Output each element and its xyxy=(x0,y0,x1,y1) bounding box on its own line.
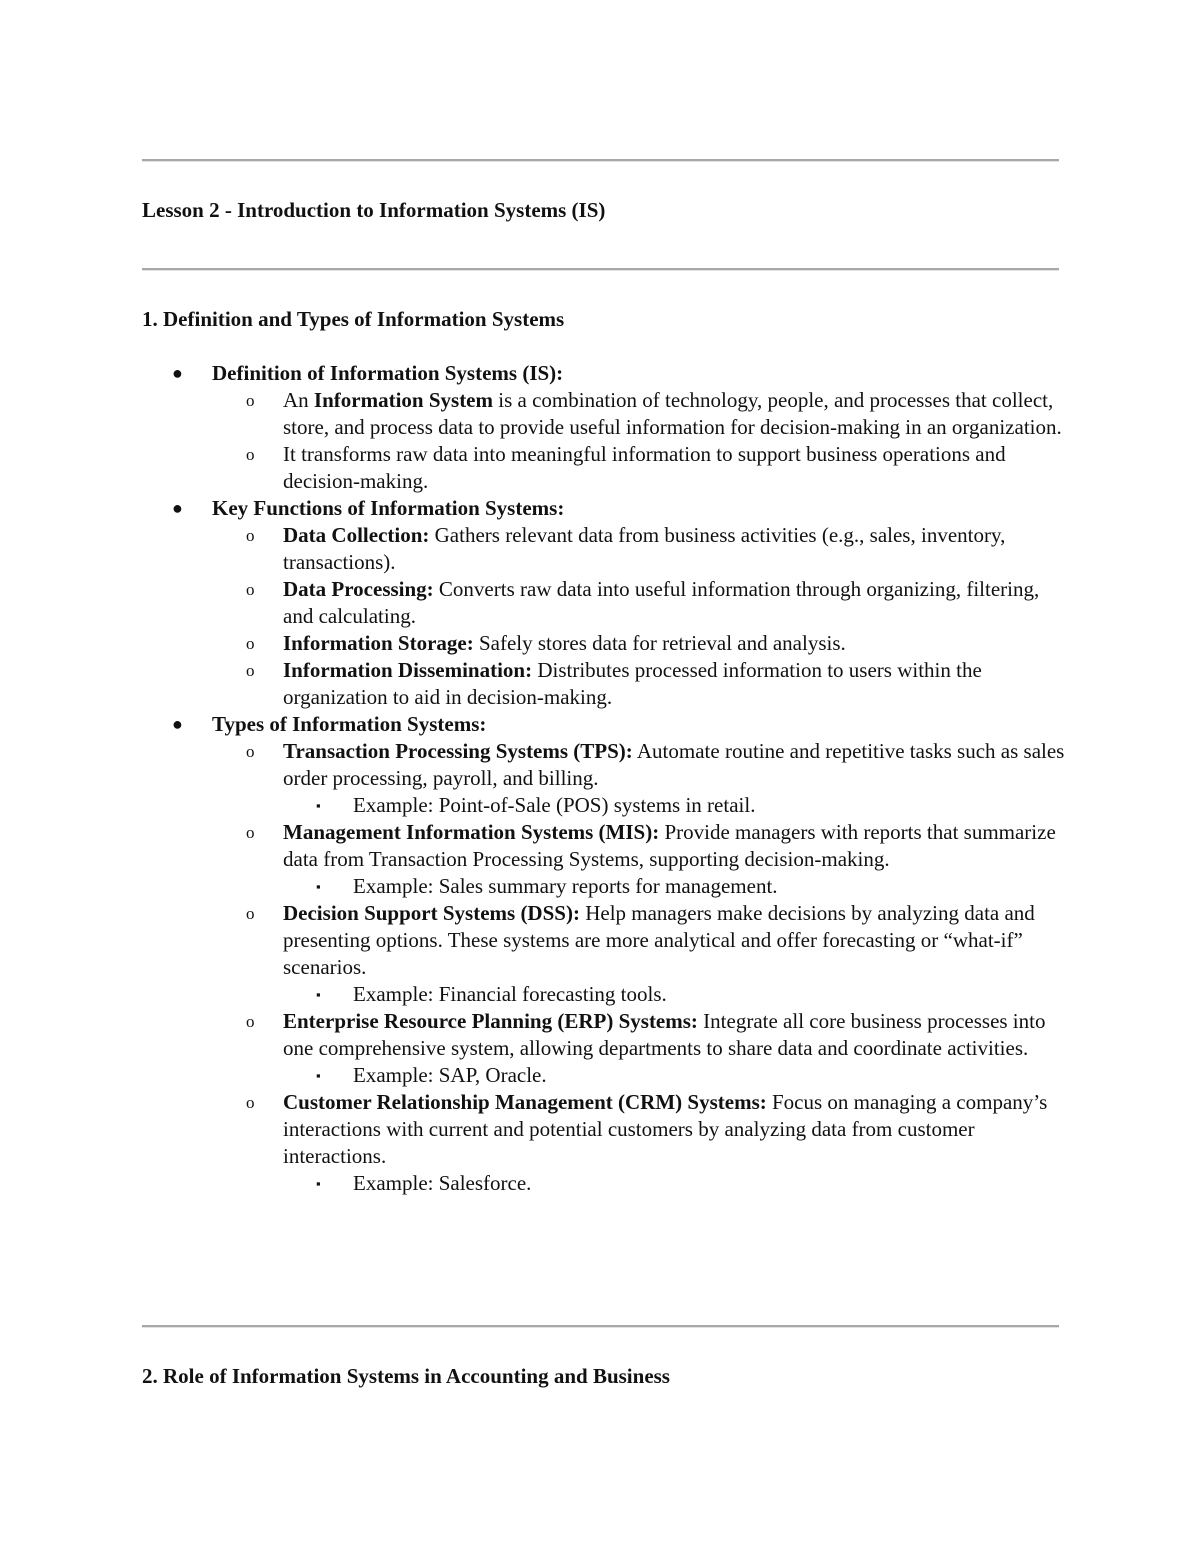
horizontal-rule xyxy=(142,1325,1059,1328)
sub-bullet-marker: o xyxy=(246,823,255,842)
example-text: Example: SAP, Oracle. xyxy=(353,1063,547,1087)
type-desc: Integrate all core business processes into one comprehensive system, allowing departments to share data and coordinate activities. xyxy=(283,1009,1046,1060)
example-list xyxy=(283,1062,1072,1089)
example-list xyxy=(283,1170,1072,1197)
example-text: Example: Salesforce. xyxy=(353,1171,532,1195)
square-bullet-marker: ▪ xyxy=(316,798,321,813)
type-desc: Help managers make decisions by analyzing data and presenting options. These systems are more analytical and offer forecasting or “what-if” scenarios. xyxy=(283,901,1035,979)
functions-label: Key Functions of Information Systems: xyxy=(212,496,565,520)
type-item xyxy=(212,1008,1072,1089)
example-item xyxy=(283,873,1072,900)
sub-bullet-marker: o xyxy=(246,445,255,464)
sub-bullet-marker: o xyxy=(246,661,255,680)
definition-sublist xyxy=(212,387,1072,495)
example-list xyxy=(283,981,1072,1008)
type-term: Transaction Processing Systems (TPS): xyxy=(283,739,633,763)
main-bullet-list xyxy=(142,360,1072,1197)
type-item xyxy=(212,819,1072,900)
function-desc: Safely stores data for retrieval and analysis. xyxy=(473,631,846,655)
types-sublist xyxy=(212,738,1072,1197)
functions-bullet xyxy=(142,495,1072,711)
definition-text: It transforms raw data into meaningful information to support business operations and decision-making. xyxy=(283,442,1006,493)
sub-bullet-marker: o xyxy=(246,742,255,761)
definition-bullet xyxy=(142,360,1072,495)
function-item xyxy=(212,630,1072,657)
square-bullet-marker: ▪ xyxy=(316,1176,321,1191)
type-item xyxy=(212,900,1072,1008)
square-bullet-marker: ▪ xyxy=(316,987,321,1002)
definition-text-pre: An xyxy=(283,388,314,412)
definition-item xyxy=(212,441,1072,495)
example-text: Example: Point-of-Sale (POS) systems in retail. xyxy=(353,793,756,817)
example-item xyxy=(283,792,1072,819)
type-desc: Provide managers with reports that summarize data from Transaction Processing Systems, supporting decision-making. xyxy=(283,820,1056,871)
section-2-title: 2. Role of Information Systems in Accounting and Business xyxy=(142,1364,670,1388)
lesson-title: Lesson 2 - Introduction to Information Systems (IS) xyxy=(142,198,606,222)
type-item xyxy=(212,1089,1072,1197)
type-term: Customer Relationship Management (CRM) Systems: xyxy=(283,1090,767,1114)
example-list xyxy=(283,792,1072,819)
bullet-marker: ● xyxy=(172,714,183,734)
type-term: Enterprise Resource Planning (ERP) Systems: xyxy=(283,1009,698,1033)
function-term: Data Collection: xyxy=(283,523,430,547)
section-1-title: 1. Definition and Types of Information Systems xyxy=(142,307,565,331)
definition-term: Information System xyxy=(313,388,493,412)
example-item xyxy=(283,1062,1072,1089)
types-bullet xyxy=(142,711,1072,1197)
function-term: Data Processing: xyxy=(283,577,434,601)
square-bullet-marker: ▪ xyxy=(316,879,321,894)
function-desc: Gathers relevant data from business activities (e.g., sales, inventory, transactions). xyxy=(283,523,1006,574)
sub-bullet-marker: o xyxy=(246,391,255,410)
horizontal-rule xyxy=(142,159,1059,162)
bullet-marker: ● xyxy=(172,363,183,383)
type-term: Decision Support Systems (DSS): xyxy=(283,901,580,925)
type-term: Management Information Systems (MIS): xyxy=(283,820,660,844)
sub-bullet-marker: o xyxy=(246,580,255,599)
example-text: Example: Financial forecasting tools. xyxy=(353,982,667,1006)
function-item xyxy=(212,522,1072,576)
section-1-content xyxy=(142,360,1072,1197)
function-item xyxy=(212,657,1072,711)
function-term: Information Storage: xyxy=(283,631,474,655)
type-desc: Focus on managing a company’s interactions with current and potential customers by analyzing data from customer interactions. xyxy=(283,1090,1048,1168)
example-list xyxy=(283,873,1072,900)
types-label: Types of Information Systems: xyxy=(212,712,487,736)
function-item xyxy=(212,576,1072,630)
example-text: Example: Sales summary reports for management. xyxy=(353,874,778,898)
horizontal-rule xyxy=(142,268,1059,271)
functions-sublist xyxy=(212,522,1072,711)
sub-bullet-marker: o xyxy=(246,1012,255,1031)
square-bullet-marker: ▪ xyxy=(316,1068,321,1083)
definition-label: Definition of Information Systems (IS): xyxy=(212,361,564,385)
bullet-marker: ● xyxy=(172,498,183,518)
sub-bullet-marker: o xyxy=(246,904,255,923)
definition-text-post: is a combination of technology, people, and processes that collect, store, and process data to provide useful information for decision-making in an organization. xyxy=(283,388,1062,439)
sub-bullet-marker: o xyxy=(246,634,255,653)
sub-bullet-marker: o xyxy=(246,1093,255,1112)
function-desc: Distributes processed information to users within the organization to aid in decision-making. xyxy=(283,658,982,709)
function-term: Information Dissemination: xyxy=(283,658,533,682)
sub-bullet-marker: o xyxy=(246,526,255,545)
type-desc: Automate routine and repetitive tasks such as sales order processing, payroll, and billing. xyxy=(283,739,1065,790)
type-item xyxy=(212,738,1072,819)
definition-item xyxy=(212,387,1072,441)
example-item xyxy=(283,981,1072,1008)
example-item xyxy=(283,1170,1072,1197)
function-desc: Converts raw data into useful information through organizing, filtering, and calculating. xyxy=(283,577,1040,628)
